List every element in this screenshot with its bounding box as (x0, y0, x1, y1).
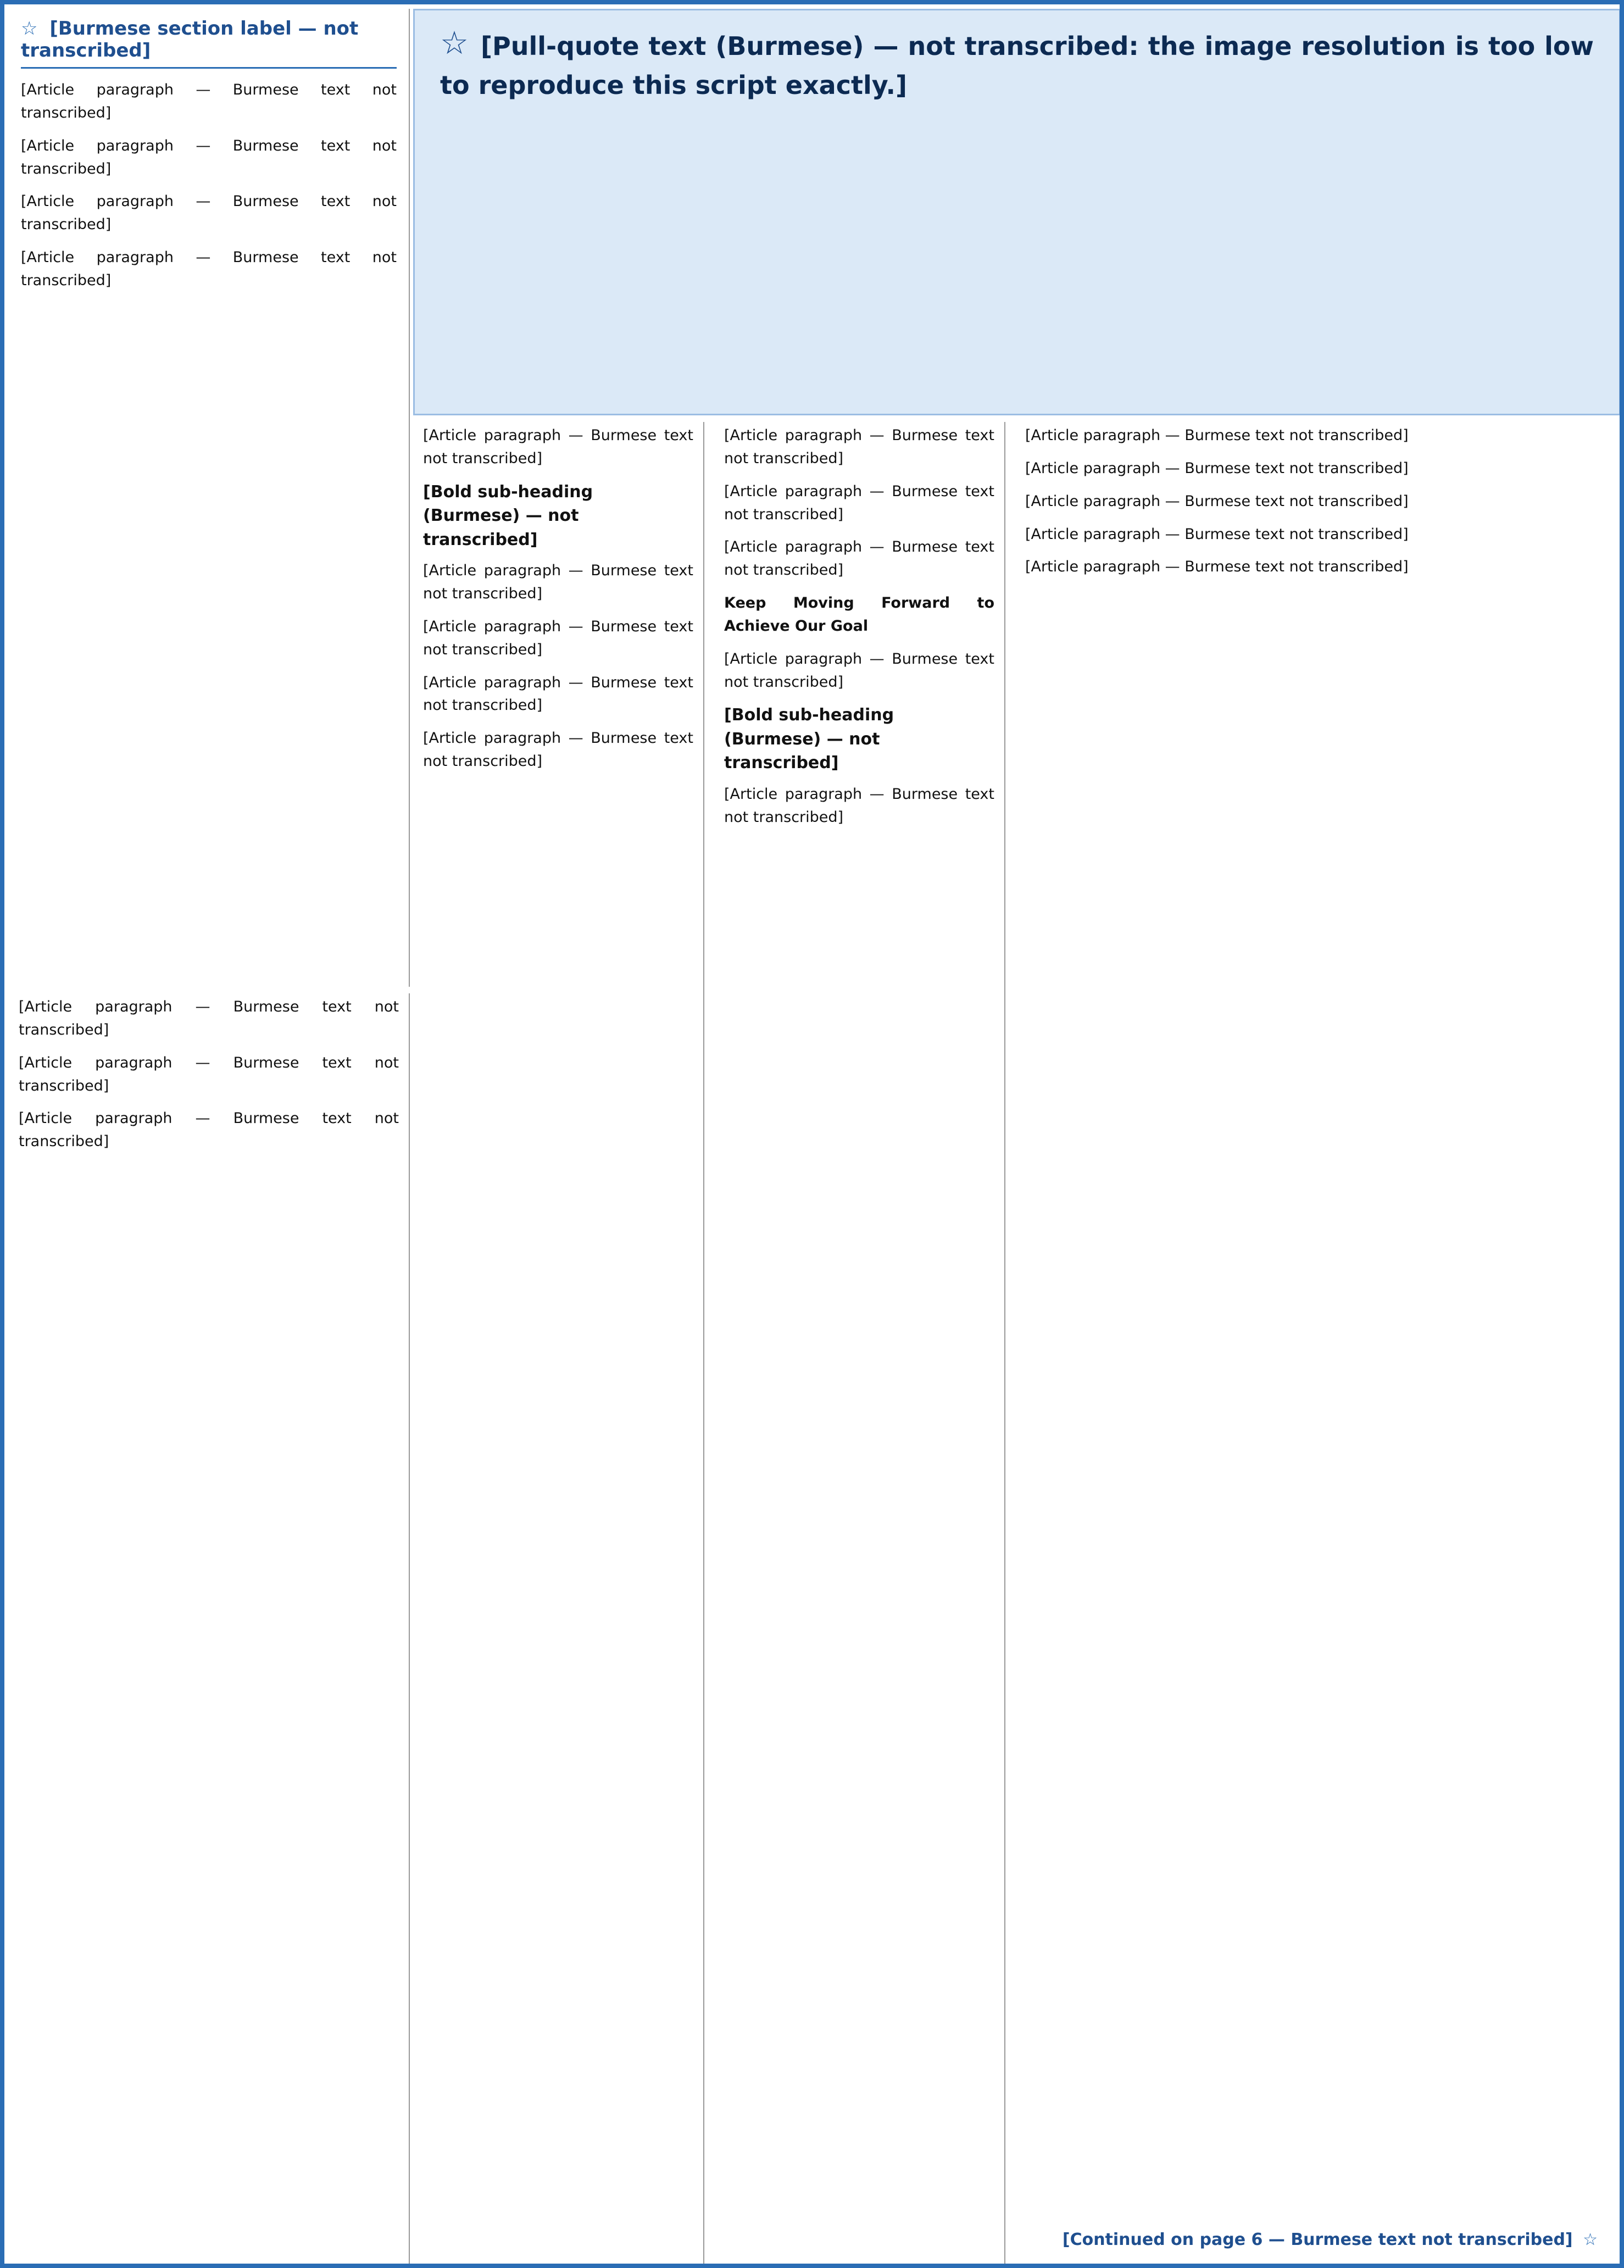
star-icon: ☆ (21, 18, 38, 40)
continued-on-page (1063, 2230, 1598, 2249)
article-paragraph: [Article paragraph — Burmese text not transcribed] (1025, 492, 1409, 510)
section-kicker (21, 18, 397, 69)
article-paragraph: [Article paragraph — Burmese text not transcribed] (423, 618, 693, 658)
section-subheading: [Bold sub-heading (Burmese) — not transcribed] (423, 482, 593, 549)
article-paragraph: [Article paragraph — Burmese text not transcribed] (724, 427, 994, 467)
article-paragraph: [Article paragraph — Burmese text not transcribed] (423, 427, 693, 467)
slogan-text: Keep Moving Forward to Achieve Our Goal (724, 594, 994, 635)
section-kicker-text: [Burmese section label — not transcribed] (21, 18, 359, 62)
article-paragraph: [Article paragraph — Burmese text not transcribed] (423, 562, 693, 603)
article-paragraph: [Article paragraph — Burmese text not transcribed] (724, 482, 994, 523)
article-paragraph: [Article paragraph — Burmese text not transcribed] (21, 249, 397, 289)
article-paragraph: [Article paragraph — Burmese text not transcribed] (19, 1054, 399, 1094)
article-paragraph: [Article paragraph — Burmese text not transcribed] (21, 81, 397, 121)
continued-text: [Continued on page 6 — Burmese text not transcribed] (1062, 2230, 1573, 2249)
article-paragraph: [Article paragraph — Burmese text not transcribed] (423, 674, 693, 714)
article-paragraph: [Article paragraph — Burmese text not transcribed] (724, 650, 994, 691)
article-column-1-continued (9, 993, 410, 2264)
article-paragraph: [Article paragraph — Burmese text not transcribed] (724, 785, 994, 826)
article-paragraph: [Article paragraph — Burmese text not transcribed] (724, 538, 994, 579)
article-paragraph: [Article paragraph — Burmese text not transcribed] (19, 998, 399, 1038)
article-paragraph: [Article paragraph — Burmese text not transcribed] (1025, 427, 1409, 444)
article-paragraph: [Article paragraph — Burmese text not transcribed] (423, 730, 693, 770)
left-column (9, 9, 410, 987)
article-paragraph: [Article paragraph — Burmese text not transcribed] (19, 1110, 399, 1150)
article-paragraph: [Article paragraph — Burmese text not transcribed] (21, 193, 397, 234)
pull-quote-box (413, 9, 1621, 415)
article-columns (19, 422, 1621, 2264)
star-icon: ☆ (1583, 2230, 1598, 2249)
article-paragraph: [Article paragraph — Burmese text not transcribed] (1025, 459, 1409, 477)
article-paragraph: [Article paragraph — Burmese text not transcribed] (21, 137, 397, 177)
star-icon: ☆ (440, 24, 469, 62)
article-paragraph: [Article paragraph — Burmese text not transcribed] (1025, 525, 1409, 543)
pull-quote-text: [Pull-quote text (Burmese) — not transcribed: the image resolution is too low to reproduce this script exactly.] (440, 31, 1594, 101)
article-column-4 (1015, 422, 1621, 2264)
article-paragraph: [Article paragraph — Burmese text not transcribed] (1025, 558, 1409, 576)
section-subheading: [Bold sub-heading (Burmese) — not transcribed] (724, 705, 894, 773)
article-column-2 (413, 422, 704, 2264)
article-column-3 (714, 422, 1005, 2264)
